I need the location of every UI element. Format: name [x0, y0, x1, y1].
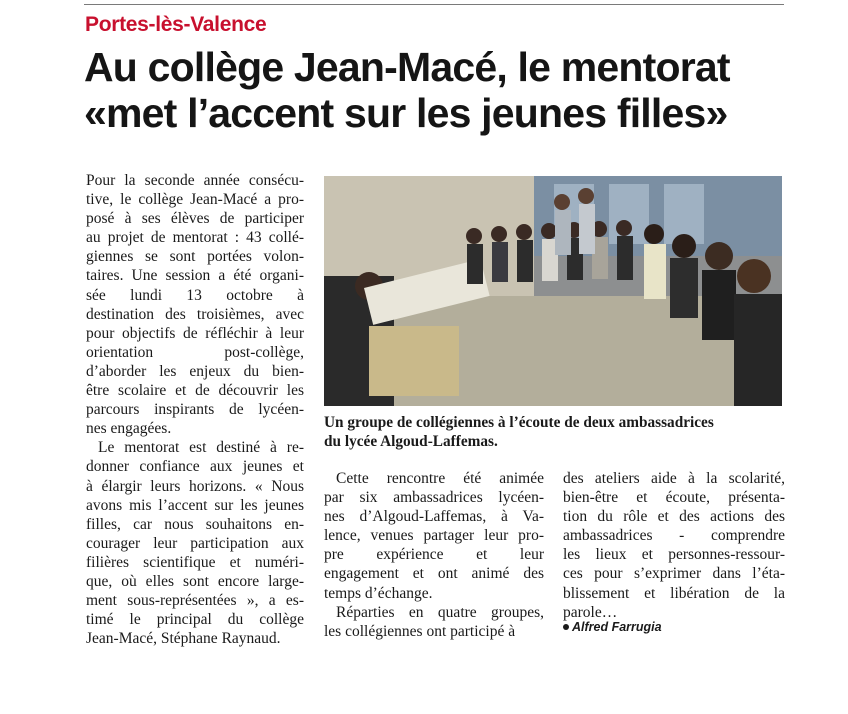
caption-line: du lycée Algoud-Laffemas. [324, 433, 498, 450]
bullet-icon [563, 624, 569, 630]
author-name: Alfred Farrugia [572, 620, 662, 634]
body-column-3 [563, 469, 785, 622]
top-rule [84, 4, 784, 5]
text-line: les collégiennes ont participé à [324, 622, 516, 640]
body-column-2 [324, 469, 544, 641]
text-line: que, où elles sont encore large- [86, 572, 304, 590]
headline [84, 44, 804, 136]
text-line: être scolaire et de découvrir les [86, 382, 304, 400]
headline-line: Au collège Jean-Macé, le mentorat [84, 44, 730, 90]
text-line: d’aborder les enjeux du bien- [86, 362, 304, 380]
text-line: timé le principal du collège [86, 611, 304, 629]
text-line: parcours inspirants de lycéen- [86, 401, 304, 419]
text-line: tive, le collège Jean-Macé a pro- [86, 191, 304, 209]
text-line: lence, venues partager leur pro- [324, 527, 544, 545]
text-line: filles, car nous souhaitons en- [86, 515, 304, 533]
photo-caption [324, 413, 786, 451]
caption-line: Un groupe de collégiennes à l’écoute de deux ambassadrices [324, 414, 714, 431]
text-line: ment sous-représentées », a es- [86, 592, 304, 610]
text-line: Cette rencontre été animée [336, 470, 544, 487]
text-line: des ateliers aide à la scolarité, [563, 470, 785, 487]
text-line: par six ambassadrices lycéen- [324, 489, 544, 507]
text-line: nes engagées. [86, 420, 172, 438]
text-line: Jean-Macé, Stéphane Raynaud. [86, 630, 281, 648]
text-line: ces pour s’exprimer dans l’éta- [563, 565, 785, 583]
text-line: temps d’échange. [324, 584, 433, 602]
text-line: nes d’Algoud-Laffemas, à Va- [324, 508, 544, 526]
location-kicker: Portes-lès-Valence [85, 13, 267, 36]
text-line: sée lundi 13 octobre à [86, 286, 304, 304]
text-line: blissement et libération de la [563, 584, 785, 602]
headline-line: «met l’accent sur les jeunes filles» [84, 90, 728, 136]
text-line: pre expérience et leur [324, 546, 544, 564]
text-line: les lieux et personnes-ressour- [563, 546, 785, 564]
text-line: engagement et ont animé des [324, 565, 544, 583]
text-line: destination des troisièmes, avec [86, 305, 304, 323]
article-photo [324, 176, 782, 406]
text-line: tion du rôle et des actions des [563, 508, 785, 526]
text-line: bien-être et écoute, présenta- [563, 489, 785, 507]
text-line: filières scientifique et numéri- [86, 553, 304, 571]
text-line: donner confiance aux jeunes et [86, 458, 304, 476]
text-line: pour objectifs de réfléchir à leur [86, 324, 304, 342]
body-column-1 [86, 171, 304, 648]
text-line: giennes se sont portées volon- [86, 248, 304, 266]
text-line: parole… [563, 603, 618, 621]
text-line: à élargir leurs horizons. « Nous [86, 477, 304, 495]
text-line: Réparties en quatre groupes, [336, 603, 544, 621]
text-line: avons mis l’accent sur les jeunes [86, 496, 304, 514]
text-line: posé à ses élèves de participer [86, 210, 304, 228]
text-line: Le mentorat est destiné à re- [98, 439, 304, 457]
text-line: ambassadrices - comprendre [563, 527, 785, 545]
text-line: taires. Une session a été organi- [86, 267, 304, 285]
text-line: Pour la seconde année consécu- [86, 172, 304, 189]
text-line: orientation post-collège, [86, 343, 304, 361]
author-byline [563, 620, 662, 634]
text-line: courager leur participation aux [86, 534, 304, 552]
text-line: au projet de mentorat : 43 collé- [86, 229, 304, 247]
